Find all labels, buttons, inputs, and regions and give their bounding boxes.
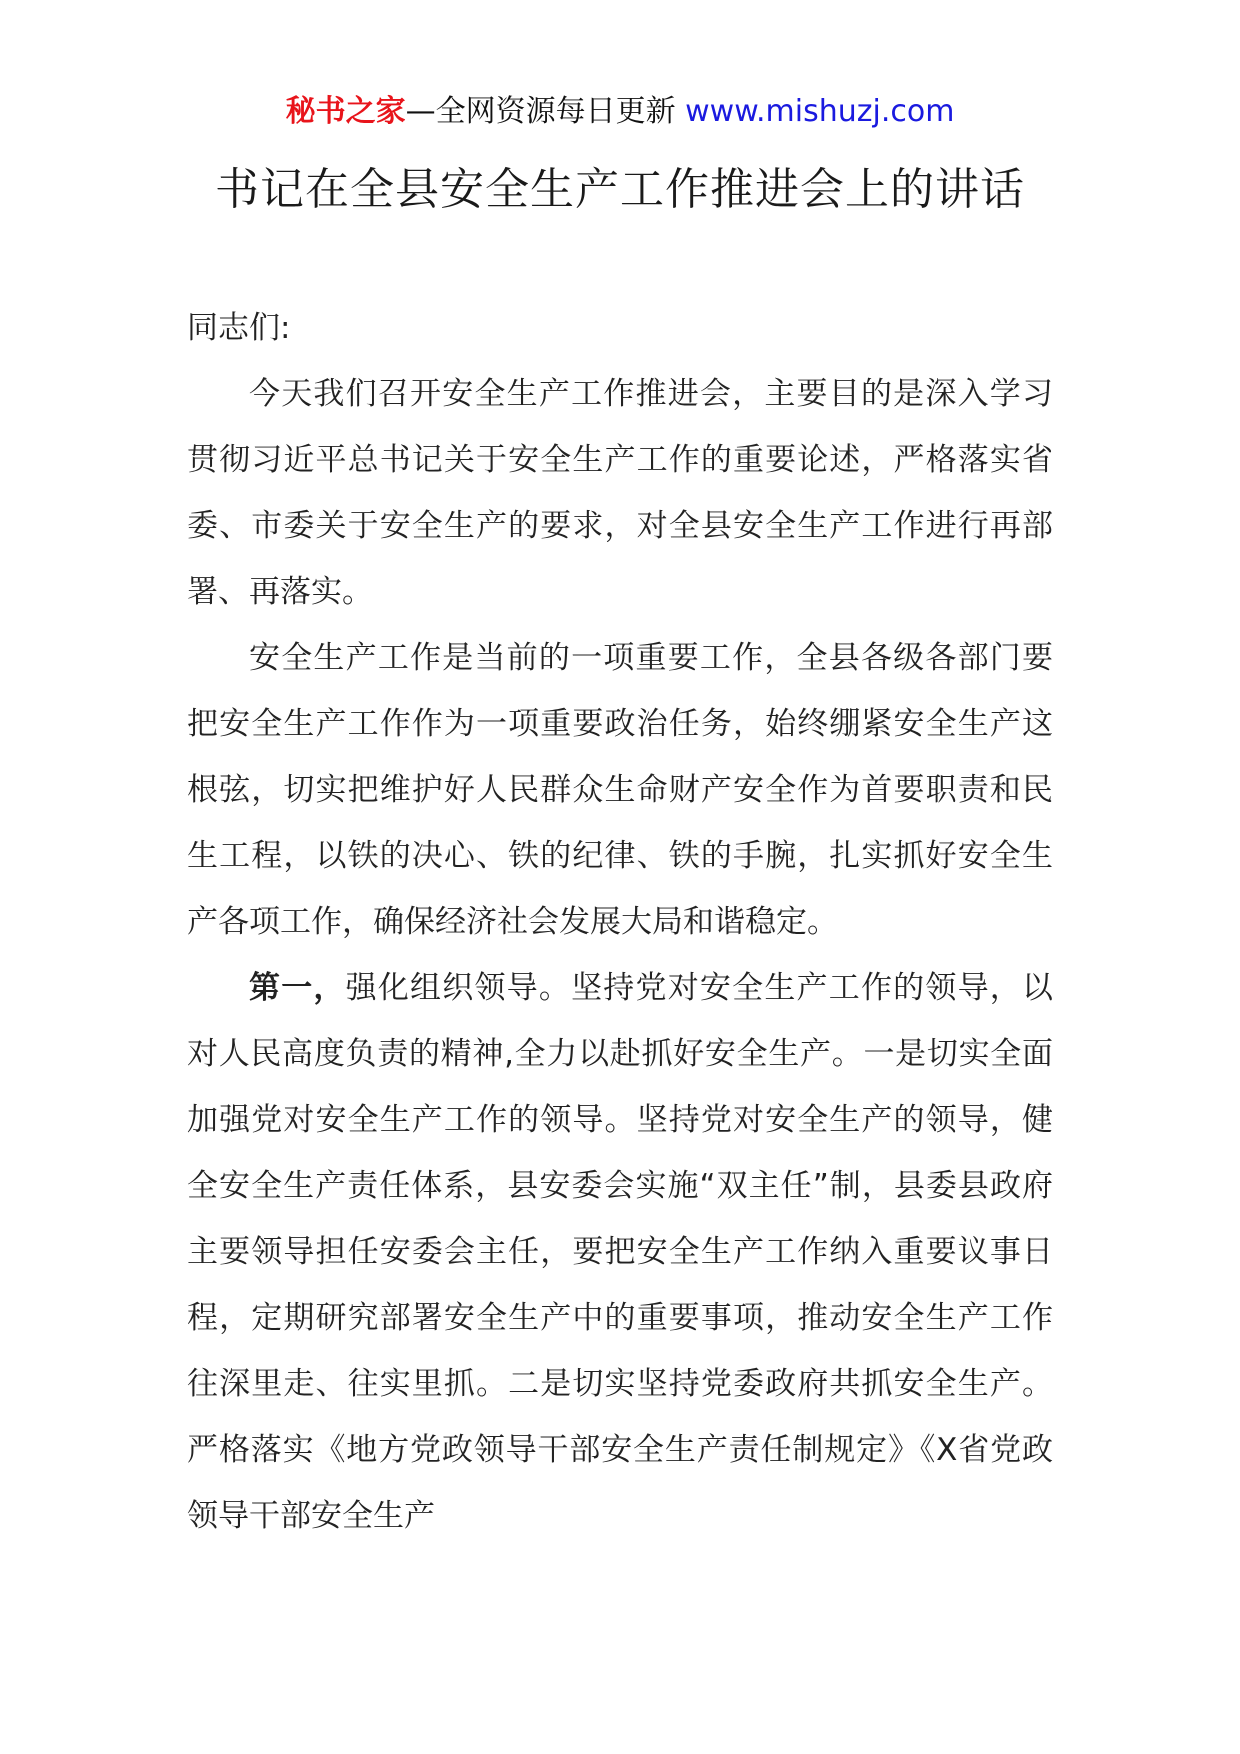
document-body (187, 295, 1053, 1549)
document-title: 书记在全县安全生产工作推进会上的讲话 (215, 164, 1025, 215)
site-header (0, 92, 1240, 132)
site-slogan: —全网资源每日更新 (405, 94, 676, 129)
paragraph-3 (187, 955, 1053, 1549)
section-text: 强化组织领导。坚持党对安全生产工作的领导，以对人民高度负责的精神,全力以赴抓好安全生产。一是切实全面加强党对安全生产工作的领导。坚持党对安全生产的领导，健全安全生产责任体系，县安委会实施“双主任”制，县委县政府主要领导担任安委会主任，要把安全生产工作纳入重要议事日程，定期研究部署安全生产中的重要事项，推动安全生产工作往深里走、往实里抓。二是切实坚持党委政府共抓安全生产。严格落实《地方党政领导干部安全生产责任制规定》《X省党政领导干部安全生产 (187, 970, 1053, 1534)
site-url-link[interactable]: www.mishuzj.com (685, 94, 955, 129)
paragraph-2: 安全生产工作是当前的一项重要工作，全县各级各部门要把安全生产工作作为一项重要政治任务，始终绷紧安全生产这根弦，切实把维护好人民群众生命财产安全作为首要职责和民生工程，以铁的决心、铁的纪律、铁的手腕，扎实抓好安全生产各项工作，确保经济社会发展大局和谐稳定。 (187, 640, 1053, 940)
paragraph-1: 今天我们召开安全生产工作推进会，主要目的是深入学习贯彻习近平总书记关于安全生产工作的重要论述，严格落实省委、市委关于安全生产的要求，对全县安全生产工作进行再部署、再落实。 (187, 376, 1053, 610)
brand-name: 秘书之家 (285, 94, 406, 129)
salutation: 同志们: (187, 310, 291, 346)
section-lead: 第一， (249, 970, 346, 1006)
